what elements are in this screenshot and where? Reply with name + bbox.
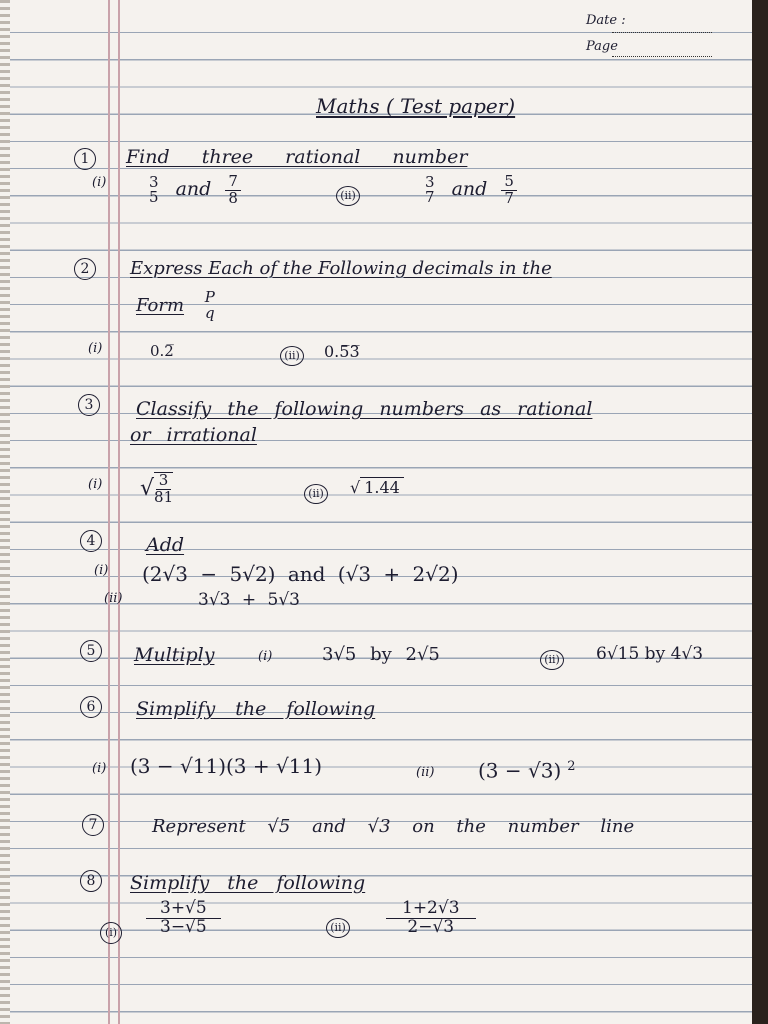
binding-holes xyxy=(0,0,10,1024)
q6-part-i: (3 − √11)(3 + √11) xyxy=(130,754,322,778)
q3-part-i: √ $\frac{3}{81}$ xyxy=(140,471,174,506)
question-1-number: 1 xyxy=(74,148,96,170)
q2-part-ii-label: (ii) xyxy=(280,346,304,366)
page-label: Page xyxy=(586,39,618,54)
q6-part-ii-label: (ii) xyxy=(416,765,435,780)
q3-part-ii-label: (ii) xyxy=(304,484,328,504)
question-3-line1: Classify the following numbers as rational xyxy=(136,398,593,420)
q5-part-i-label: (i) xyxy=(258,649,273,664)
question-7-text: Represent √5 and √3 on the number line xyxy=(152,816,635,837)
page-line xyxy=(612,56,712,57)
question-8-number: 8 xyxy=(80,870,102,892)
q1-part-i: 3 5 and $\frac{7}{8}$ xyxy=(146,174,241,207)
q1-part-i-label: (i) xyxy=(92,175,107,190)
q1-part-ii-label: (ii) xyxy=(336,186,360,206)
q8-part-ii: $\frac{1+2√3}{2-√3}$ xyxy=(386,900,476,937)
q6-part-ii: (3 − √3) $^2$ xyxy=(478,758,576,783)
q3-part-ii: √ 1.44 xyxy=(350,480,404,496)
q5-part-ii: 6√15 by 4√3 xyxy=(596,644,704,664)
q8-part-i-label: (i) xyxy=(100,922,122,944)
q2-part-i-label: (i) xyxy=(88,341,103,356)
question-4-number: 4 xyxy=(80,530,102,552)
q8-part-ii-label: (ii) xyxy=(326,918,350,938)
q5-part-i: 3√5 by 2√5 xyxy=(322,644,440,665)
q2-part-ii: 0.5̅3̅ xyxy=(324,342,360,361)
question-3-number: 3 xyxy=(78,394,100,416)
question-6-text: Simplify the following xyxy=(136,698,376,720)
q4-part-ii: 3√3 + 5√3 xyxy=(198,590,300,610)
question-6-number: 6 xyxy=(80,696,102,718)
margin-line-inner xyxy=(118,0,120,1024)
date-line xyxy=(612,32,712,33)
question-8-text: Simplify the following xyxy=(130,872,366,894)
q5-part-ii-label: (ii) xyxy=(540,650,564,670)
question-2-line1: Express Each of the Following decimals in the xyxy=(130,258,552,279)
page-edge-shadow xyxy=(752,0,768,1024)
page-title: Maths ( Test paper) xyxy=(316,94,516,118)
question-4-text: Add xyxy=(146,534,185,556)
q6-part-i-label: (i) xyxy=(92,761,107,776)
question-5-number: 5 xyxy=(80,640,102,662)
question-2-line2: Form P q xyxy=(136,288,215,322)
date-label: Date : xyxy=(586,13,626,28)
q4-part-ii-label: (ii) xyxy=(104,591,123,606)
q4-part-i-label: (i) xyxy=(94,563,109,578)
q2-part-i: 0.2̅ xyxy=(150,342,174,360)
question-3-line2: or irrational xyxy=(130,424,257,446)
q1-part-ii: 3 7 and $\frac{5}{7}$ xyxy=(422,174,517,207)
question-1-text: Find three rational number xyxy=(126,146,468,168)
question-7-number: 7 xyxy=(82,814,104,836)
q3-part-i-label: (i) xyxy=(88,477,103,492)
q4-part-i: (2√3 − 5√2) and (√3 + 2√2) xyxy=(142,562,459,586)
question-5-text: Multiply xyxy=(134,644,215,666)
q8-part-i: $\frac{3+√5}{3-√5}$ xyxy=(146,900,221,937)
margin-line xyxy=(108,0,110,1024)
question-2-number: 2 xyxy=(74,258,96,280)
